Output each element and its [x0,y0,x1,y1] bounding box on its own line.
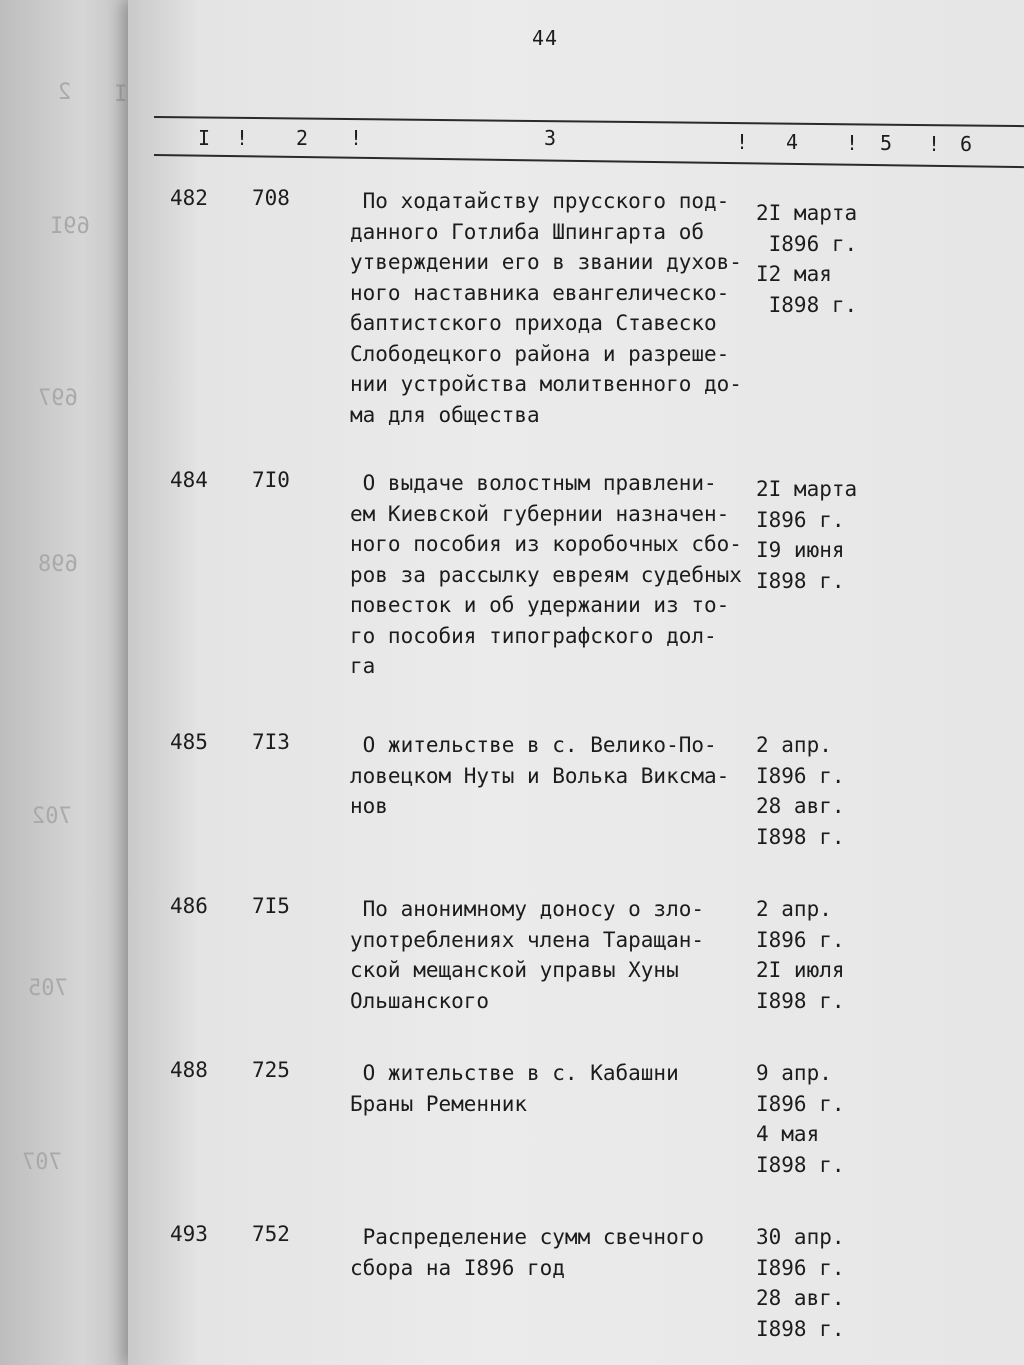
date-line: 2 апр. [756,733,832,757]
header-col-1: I [198,126,211,150]
header-col-5: 5 [880,131,893,155]
record-number: 493 [170,1222,208,1246]
description-line: О выдаче волостным правлени- [350,471,717,495]
left-page-ghost-5: 698 [38,552,78,577]
description-line: Ольшанского [350,988,490,1013]
date-line: I898 г. [756,988,845,1013]
date-line: 2I марта [756,201,858,225]
header-sep-2: ! [350,126,363,150]
file-number: 725 [252,1058,290,1082]
header-col-3: 3 [544,126,557,150]
description-line: Браны Ременник [350,1091,528,1116]
header-col-6: 6 [960,132,973,156]
page-number: 44 [532,26,559,50]
record-number: 486 [170,894,208,918]
description-line: га [350,654,376,678]
left-page-ghost-3: 69I [50,214,90,239]
description-line: употреблениях члена Таращан- [350,927,705,952]
record-dates [756,1222,845,1344]
date-line: I896 г. [756,763,845,788]
description-line: баптистского прихода Ставеско [350,311,717,335]
description-line: Слободецкого района и разреше- [350,341,730,366]
description-line: ловецком Нуты и Волька Виксма- [350,763,730,788]
record-description [350,1222,750,1283]
description-line: данного Готлиба Шпингарта об [350,219,705,244]
file-number: 7I0 [252,468,290,492]
left-page-ghost-4: 697 [38,386,78,411]
record-description [350,1058,750,1119]
date-line: I898 г. [756,292,858,317]
description-line: го пособия типографского дол- [350,623,717,648]
description-line: ем Киевской губернии назначен- [350,501,730,526]
date-line: I896 г. [756,1255,845,1280]
date-line: 2I июля [756,958,845,982]
date-line: 28 авг. [756,794,845,818]
date-line: I898 г. [756,824,845,849]
date-line: I896 г. [756,1091,845,1116]
date-line: I896 г. [756,927,845,952]
file-number: 7I5 [252,894,290,918]
table-header-rule [154,154,1024,168]
header-sep-4: ! [846,131,859,155]
file-number: 752 [252,1222,290,1246]
date-line: 9 апр. [756,1061,832,1085]
left-page-ghost-2: I [114,82,128,107]
description-line: По ходатайству прусского под- [350,189,730,213]
description-line: ской мещанской управы Хуны [350,958,679,982]
left-page-ghost-6: 702 [32,804,72,829]
record-dates [756,894,845,1016]
description-line: ров за рассылку евреям судебных [350,562,742,587]
left-page-ghost-8: 707 [22,1150,62,1175]
description-line: ного наставника евангелическо- [350,280,730,305]
record-number: 488 [170,1058,208,1082]
record-number: 482 [170,186,208,210]
record-description [350,186,750,430]
table-header [128,126,1024,154]
date-line: I896 г. [756,507,845,532]
date-line: I898 г. [756,568,845,593]
left-page-ghost-7: 705 [28,976,68,1001]
description-line: повесток и об удержании из то- [350,593,730,617]
description-line: нов [350,794,388,818]
record-description [350,730,750,822]
description-line: утверждении его в звании духов- [350,250,742,274]
header-sep-3: ! [736,130,749,154]
header-col-4: 4 [786,130,799,154]
description-line: Распределение сумм свечного [350,1225,705,1249]
header-sep-5: ! [928,132,941,156]
date-line: I898 г. [756,1316,845,1341]
description-line: нии устройства молитвенного до- [350,372,742,396]
description-line: О жительстве в с. Велико-По- [350,733,717,757]
description-line: ма для общества [350,402,540,427]
left-page-ghost-1: 2 [58,80,72,105]
record-dates [756,198,857,320]
description-line: ного пособия из коробочных сбо- [350,532,742,556]
date-line: I2 мая [756,262,832,286]
file-number: 7I3 [252,730,290,754]
date-line: 4 мая [756,1122,820,1146]
record-dates [756,730,845,852]
description-line: По анонимному доносу о зло- [350,897,705,921]
file-number: 708 [252,186,290,210]
date-line: 2I марта [756,477,858,501]
description-line: О жительстве в с. Кабашни [350,1061,679,1085]
record-number: 484 [170,468,208,492]
date-line: I898 г. [756,1152,845,1177]
header-sep-1: ! [236,126,249,150]
record-description [350,894,750,1016]
date-line: 30 апр. [756,1225,845,1249]
record-description [350,468,750,682]
record-dates [756,474,857,596]
record-number: 485 [170,730,208,754]
record-dates [756,1058,845,1180]
date-line: I896 г. [756,231,858,256]
header-col-2: 2 [296,126,309,150]
description-line: сбора на I896 год [350,1255,565,1280]
document-page [128,0,1024,1365]
date-line: 2 апр. [756,897,832,921]
date-line: 28 авг. [756,1286,845,1310]
date-line: I9 июня [756,538,845,562]
